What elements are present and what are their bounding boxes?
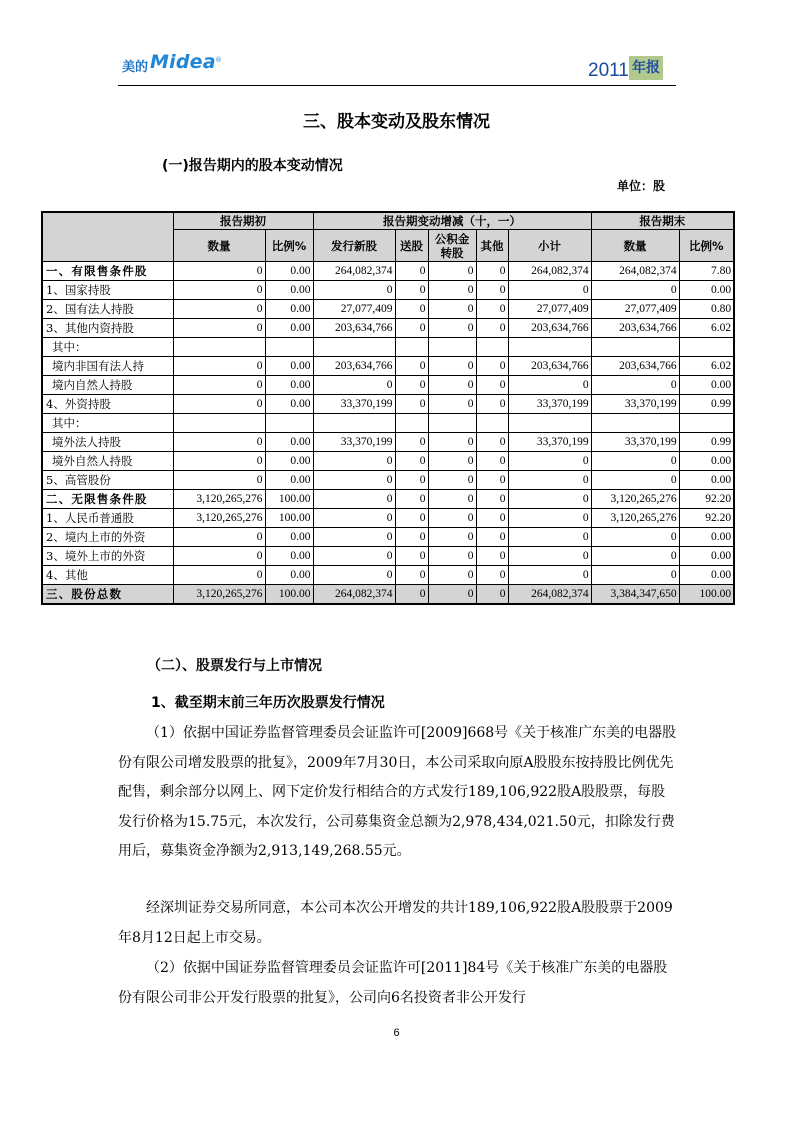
table-cell: 0.00 (265, 566, 313, 585)
table-cell: 33,370,199 (508, 433, 591, 452)
table-cell: 33,370,199 (508, 395, 591, 414)
row-label: 其中： (42, 338, 173, 357)
table-cell: 33,370,199 (313, 395, 395, 414)
table-cell: 0 (476, 528, 508, 547)
row-label: 一、有限售条件股 (42, 262, 173, 281)
table-cell: 264,082,374 (591, 262, 679, 281)
table-cell: 0 (395, 281, 428, 300)
row-label: 其中： (42, 414, 173, 433)
table-cell: 3,120,265,276 (591, 490, 679, 509)
table-cell: 0 (428, 433, 476, 452)
table-cell: 0 (395, 433, 428, 452)
table-cell (395, 338, 428, 357)
table-cell: 3,120,265,276 (173, 490, 265, 509)
table-cell: 7.80 (679, 262, 734, 281)
table-cell: 0 (395, 376, 428, 395)
table-cell: 0 (428, 300, 476, 319)
table-cell: 0.80 (679, 300, 734, 319)
paragraph-3 (118, 954, 678, 1013)
table-row (42, 338, 734, 357)
section2-subtitle: 1、截至期末前三年历次股票发行情况 (151, 695, 385, 711)
table-cell: 0.00 (265, 547, 313, 566)
table-cell: 0 (173, 547, 265, 566)
row-label: 2、境内上市的外资 (42, 528, 173, 547)
col-header: 比例% (679, 230, 734, 262)
table-cell: 100.00 (679, 585, 734, 605)
col-header: 数量 (173, 230, 265, 262)
table-cell: 0.00 (265, 433, 313, 452)
col-header: 小计 (508, 230, 591, 262)
paragraph-text: （1）依据中国证券监督管理委员会证监许可[2009]668号《关于核准广东美的电器股份有限公司增发股票的批复》，2009年7月30日，本公司采取向原A股股东按持股比例优先配售，剩余部分以网上、网下定价发行相结合的方式发行189,106,922股A股股票，每股发行价格为15.75元，本次发行，公司募集资金总额为2,978,434,021.50元，扣除发行费用后，募集资金净额为2,913,149,268.55元。 (118, 725, 677, 860)
table-row (42, 376, 734, 395)
row-label: 三、股份总数 (42, 585, 173, 605)
table-cell (395, 414, 428, 433)
table-cell: 0 (395, 262, 428, 281)
table-cell: 0.00 (265, 452, 313, 471)
table-cell: 0 (476, 319, 508, 338)
table-cell: 0 (476, 471, 508, 490)
table-cell: 92.20 (679, 509, 734, 528)
group-header-end: 报告期末 (591, 212, 734, 230)
table-cell: 0 (173, 433, 265, 452)
table-cell: 33,370,199 (591, 395, 679, 414)
table-cell: 0 (428, 262, 476, 281)
table-row (42, 528, 734, 547)
paragraph-text: （2）依据中国证券监督管理委员会证监许可[2011]84号《关于核准广东美的电器股份有限公司非公开发行股票的批复》，公司向6名投资者非公开发行 (118, 960, 668, 1006)
table-cell: 0 (476, 262, 508, 281)
brand-logo-cn: 美的 (122, 60, 149, 75)
table-cell (591, 338, 679, 357)
table-cell: 3,120,265,276 (173, 509, 265, 528)
table-cell: 0 (313, 471, 395, 490)
table-cell: 92.20 (679, 490, 734, 509)
table-cell: 0.00 (679, 566, 734, 585)
table-row (42, 281, 734, 300)
table-cell: 0 (173, 471, 265, 490)
table-cell: 0.00 (679, 547, 734, 566)
table-cell: 0 (476, 300, 508, 319)
table-cell (313, 414, 395, 433)
table-cell: 0 (428, 566, 476, 585)
table-cell: 0 (173, 395, 265, 414)
table-cell (508, 338, 591, 357)
table-cell: 0 (591, 376, 679, 395)
table-cell (428, 414, 476, 433)
table-cell: 203,634,766 (313, 319, 395, 338)
table-cell: 0.00 (679, 471, 734, 490)
table-cell (508, 414, 591, 433)
table-cell: 0 (591, 281, 679, 300)
table-cell: 0.00 (265, 471, 313, 490)
table-cell: 0 (313, 490, 395, 509)
table-row (42, 357, 734, 376)
table-cell: 0 (591, 452, 679, 471)
table-cell: 6.02 (679, 357, 734, 376)
table-cell: 0 (476, 490, 508, 509)
table-cell: 264,082,374 (508, 585, 591, 605)
table-cell: 0 (476, 433, 508, 452)
table-row (42, 509, 734, 528)
section-title: (一)报告期内的股本变动情况 (162, 158, 343, 174)
table-cell: 0 (173, 528, 265, 547)
row-label: 3、其他内资持股 (42, 319, 173, 338)
table-cell: 0 (313, 452, 395, 471)
table-cell (476, 414, 508, 433)
table-cell: 0 (313, 566, 395, 585)
table-cell (265, 338, 313, 357)
table-cell: 33,370,199 (591, 433, 679, 452)
col-header: 其他 (476, 230, 508, 262)
col-header: 比例% (265, 230, 313, 262)
table-cell: 0 (508, 452, 591, 471)
section2-title: （二）、股票发行与上市情况 (147, 658, 322, 674)
row-label: 3、境外上市的外资 (42, 547, 173, 566)
table-body (42, 262, 734, 605)
table-cell: 0 (508, 281, 591, 300)
table-cell (173, 414, 265, 433)
table-cell: 0 (395, 490, 428, 509)
annual-report-tag: 年报 (629, 56, 663, 80)
table-cell: 33,370,199 (313, 433, 395, 452)
table-cell: 0 (173, 376, 265, 395)
table-cell: 0.00 (265, 281, 313, 300)
table-cell: 0 (476, 376, 508, 395)
table-cell: 0.00 (679, 376, 734, 395)
table-cell: 0 (508, 509, 591, 528)
table-cell: 0 (591, 528, 679, 547)
table-cell: 0 (591, 547, 679, 566)
table-cell: 264,082,374 (313, 585, 395, 605)
table-cell: 0.00 (265, 357, 313, 376)
table-cell: 0 (428, 376, 476, 395)
table-row (42, 262, 734, 281)
table-cell: 0.00 (265, 376, 313, 395)
table-cell: 3,120,265,276 (591, 509, 679, 528)
table-cell: 0 (508, 547, 591, 566)
row-label: 境外法人持股 (42, 433, 173, 452)
table-cell: 0.00 (265, 300, 313, 319)
table-cell (679, 414, 734, 433)
table-cell: 203,634,766 (508, 357, 591, 376)
table-cell: 0 (428, 585, 476, 605)
header-divider (118, 85, 676, 86)
table-cell: 0 (476, 452, 508, 471)
row-label: 二、无限售条件股 (42, 490, 173, 509)
table-row (42, 433, 734, 452)
table-cell: 0 (428, 547, 476, 566)
row-label: 境外自然人持股 (42, 452, 173, 471)
table-cell: 0 (173, 357, 265, 376)
table-cell: 0 (476, 395, 508, 414)
table-cell: 0.00 (265, 262, 313, 281)
table-cell: 0 (313, 547, 395, 566)
table-row (42, 319, 734, 338)
table-cell: 0 (428, 471, 476, 490)
table-cell: 203,634,766 (591, 319, 679, 338)
row-label: 境内自然人持股 (42, 376, 173, 395)
brand-registered-mark: ® (215, 56, 222, 64)
paragraph-1 (118, 719, 678, 867)
table-cell: 0 (395, 357, 428, 376)
table-cell: 0.00 (265, 319, 313, 338)
table-cell: 0 (395, 509, 428, 528)
table-cell: 203,634,766 (591, 357, 679, 376)
group-header-start: 报告期初 (173, 212, 313, 230)
table-cell: 100.00 (265, 490, 313, 509)
table-row (42, 566, 734, 585)
table-cell: 0.00 (679, 528, 734, 547)
table-cell: 0 (313, 281, 395, 300)
table-cell (591, 414, 679, 433)
table-cell: 264,082,374 (508, 262, 591, 281)
table-row (42, 585, 734, 605)
table-cell (679, 338, 734, 357)
table-cell: 0 (476, 585, 508, 605)
page-title: 三、股本变动及股东情况 (303, 112, 490, 132)
table-cell: 27,077,409 (591, 300, 679, 319)
table-cell: 0 (395, 319, 428, 338)
table-cell: 0 (508, 528, 591, 547)
row-label: 1、国家持股 (42, 281, 173, 300)
col-header: 数量 (591, 230, 679, 262)
table-cell: 0 (313, 528, 395, 547)
col-header: 送股 (395, 230, 428, 262)
table-cell: 0 (476, 281, 508, 300)
table-cell: 0 (173, 262, 265, 281)
table-cell: 0 (591, 471, 679, 490)
table-cell: 0.99 (679, 395, 734, 414)
table-cell: 0 (508, 376, 591, 395)
row-label: 5、高管股份 (42, 471, 173, 490)
page-number: 6 (393, 1027, 400, 1039)
table-cell: 0 (476, 509, 508, 528)
paragraph-2 (118, 894, 678, 953)
table-row (42, 395, 734, 414)
table-cell: 0 (395, 566, 428, 585)
table-cell: 3,384,347,650 (591, 585, 679, 605)
table-cell: 0 (313, 376, 395, 395)
row-label: 境内非国有法人持 (42, 357, 173, 376)
table-row (42, 300, 734, 319)
table-cell: 6.02 (679, 319, 734, 338)
table-cell: 0 (395, 395, 428, 414)
unit-label: 单位：股 (617, 179, 666, 193)
table-cell (428, 338, 476, 357)
table-cell: 100.00 (265, 509, 313, 528)
share-change-table (41, 211, 735, 605)
table-row (42, 490, 734, 509)
table-row (42, 414, 734, 433)
table-cell (476, 338, 508, 357)
row-label: 1、人民币普通股 (42, 509, 173, 528)
table-cell: 0 (428, 357, 476, 376)
table-cell: 0 (395, 452, 428, 471)
table-cell: 0 (173, 566, 265, 585)
table-cell: 0 (173, 319, 265, 338)
table-cell: 3,120,265,276 (173, 585, 265, 605)
table-cell: 0 (428, 509, 476, 528)
brand-logo-en: Midea (150, 51, 216, 73)
row-label: 4、外资持股 (42, 395, 173, 414)
table-cell: 0 (428, 528, 476, 547)
table-cell: 0 (395, 300, 428, 319)
table-cell: 27,077,409 (313, 300, 395, 319)
row-label: 4、其他 (42, 566, 173, 585)
table-cell: 0 (428, 452, 476, 471)
header-corner (42, 212, 173, 262)
table-cell: 0.00 (679, 281, 734, 300)
col-header: 公积金转股 (428, 230, 476, 262)
table-cell: 0 (173, 281, 265, 300)
table-cell: 0 (591, 566, 679, 585)
row-label: 2、国有法人持股 (42, 300, 173, 319)
table-cell: 0 (428, 395, 476, 414)
table-cell: 0.99 (679, 433, 734, 452)
table-cell: 100.00 (265, 585, 313, 605)
table-cell: 0 (395, 528, 428, 547)
table-row (42, 452, 734, 471)
paragraph-text: 经深圳证券交易所同意，本公司本次公开增发的共计189,106,922股A股股票于2009年8月12日起上市交易。 (118, 900, 673, 946)
table-cell: 0 (173, 300, 265, 319)
table-row (42, 471, 734, 490)
table-cell: 203,634,766 (313, 357, 395, 376)
table-cell: 0.00 (265, 528, 313, 547)
group-header-change: 报告期变动增减（十，一） (313, 212, 591, 230)
table-cell: 0 (395, 471, 428, 490)
table-cell: 0 (508, 471, 591, 490)
table-cell (173, 338, 265, 357)
table-cell: 0 (428, 281, 476, 300)
table-cell (313, 338, 395, 357)
table-cell: 0 (428, 490, 476, 509)
table-cell: 0 (508, 566, 591, 585)
table-cell (265, 414, 313, 433)
table-cell: 0.00 (679, 452, 734, 471)
table-cell: 0 (313, 509, 395, 528)
report-year: 2011 (588, 60, 629, 81)
table-cell: 0 (428, 319, 476, 338)
table-cell: 0 (476, 566, 508, 585)
table-cell: 0 (508, 490, 591, 509)
table-cell: 0.00 (265, 395, 313, 414)
table-cell: 203,634,766 (508, 319, 591, 338)
table-cell: 0 (395, 547, 428, 566)
table-cell: 0 (476, 357, 508, 376)
table-cell: 0 (395, 585, 428, 605)
table-cell: 0 (173, 452, 265, 471)
table-row (42, 547, 734, 566)
table-cell: 27,077,409 (508, 300, 591, 319)
col-header: 发行新股 (313, 230, 395, 262)
table-cell: 264,082,374 (313, 262, 395, 281)
table-cell: 0 (476, 547, 508, 566)
